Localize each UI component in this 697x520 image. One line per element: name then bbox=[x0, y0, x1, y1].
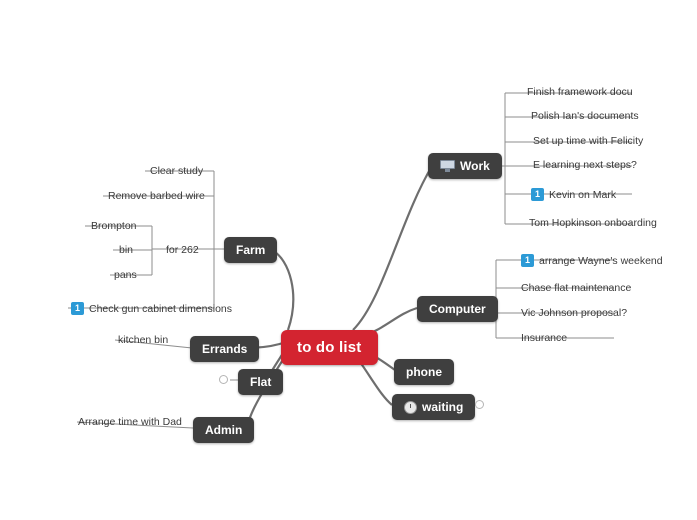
subtopic-label: arrange Wayne's weekend bbox=[539, 254, 663, 267]
branch-work[interactable] bbox=[428, 153, 502, 179]
subtopic-label: Finish framework docu bbox=[527, 86, 633, 98]
subtopic-label: Clear study bbox=[150, 165, 204, 177]
branch-farm[interactable] bbox=[224, 237, 277, 263]
branch-computer[interactable] bbox=[417, 296, 498, 322]
branch-computer-label: Computer bbox=[429, 302, 486, 316]
subtopic-pans[interactable] bbox=[111, 267, 140, 284]
subtopic-e-learning-next-steps[interactable] bbox=[530, 157, 640, 174]
subtopic-label: Arrange time with Dad bbox=[78, 416, 182, 428]
subtopic-for-262[interactable] bbox=[163, 242, 202, 259]
branch-waiting-label: waiting bbox=[422, 400, 464, 414]
flat-expand-handle[interactable] bbox=[219, 375, 228, 384]
subtopic-label: Insurance bbox=[521, 332, 568, 344]
count-badge: 1 bbox=[71, 302, 84, 315]
subtopic-label: Brompton bbox=[91, 220, 137, 232]
central-topic[interactable] bbox=[281, 330, 378, 365]
subtopic-label: kitchen bin bbox=[118, 334, 169, 346]
branch-work-label: Work bbox=[460, 159, 490, 173]
subtopic-arrange-waynes-weekend[interactable] bbox=[518, 252, 666, 270]
count-badge: 1 bbox=[521, 254, 534, 267]
central-topic-label: to do list bbox=[297, 339, 362, 356]
subtopic-finish-framework-docu[interactable] bbox=[524, 84, 636, 101]
subtopic-remove-barbed-wire[interactable] bbox=[105, 188, 208, 205]
subtopic-label: bin bbox=[119, 244, 134, 256]
subtopic-label: Kevin on Mark bbox=[549, 188, 617, 201]
subtopic-label: Tom Hopkinson onboarding bbox=[529, 217, 657, 229]
subtopic-brompton[interactable] bbox=[88, 218, 140, 235]
branch-admin[interactable] bbox=[193, 417, 254, 443]
subtopic-label: Remove barbed wire bbox=[108, 190, 205, 202]
subtopic-clear-study[interactable] bbox=[147, 163, 206, 180]
subtopic-kevin-on-mark[interactable] bbox=[528, 186, 619, 204]
subtopic-label: for 262 bbox=[166, 244, 199, 256]
subtopic-insurance[interactable] bbox=[518, 330, 570, 347]
count-badge: 1 bbox=[531, 188, 544, 201]
subtopic-label: Check gun cabinet dimensions bbox=[89, 302, 233, 315]
subtopic-chase-flat-maintenance[interactable] bbox=[518, 280, 634, 297]
subtopic-label: Set up time with Felicity bbox=[533, 135, 644, 147]
branch-flat-label: Flat bbox=[250, 375, 272, 389]
subtopic-kitchen-bin[interactable] bbox=[115, 332, 171, 349]
waiting-expand-handle[interactable] bbox=[475, 400, 484, 409]
clock-icon bbox=[404, 401, 417, 414]
branch-phone-label: phone bbox=[406, 365, 442, 379]
subtopic-check-gun-cabinet-dimensions[interactable] bbox=[68, 300, 235, 318]
branch-errands-label: Errands bbox=[202, 342, 248, 356]
subtopic-label: Chase flat maintenance bbox=[521, 282, 632, 294]
subtopic-label: Vic Johnson proposal? bbox=[521, 307, 628, 319]
subtopic-label: pans bbox=[114, 269, 137, 281]
branch-waiting[interactable] bbox=[392, 394, 475, 420]
subtopic-polish-ians-documents[interactable] bbox=[528, 108, 642, 125]
subtopic-set-up-time-with-felicity[interactable] bbox=[530, 133, 646, 150]
branch-admin-label: Admin bbox=[205, 423, 243, 437]
subtopic-arrange-time-with-dad[interactable] bbox=[75, 414, 185, 431]
subtopic-tom-hopkinson-onboarding[interactable] bbox=[526, 215, 660, 232]
subtopic-vic-johnson-proposal[interactable] bbox=[518, 305, 630, 322]
branch-farm-label: Farm bbox=[236, 243, 266, 257]
branch-errands[interactable] bbox=[190, 336, 259, 362]
subtopic-bin[interactable] bbox=[116, 242, 136, 259]
branch-flat[interactable] bbox=[238, 369, 283, 395]
branch-phone[interactable] bbox=[394, 359, 454, 385]
subtopic-label: E learning next steps? bbox=[533, 159, 637, 171]
subtopic-label: Polish Ian's documents bbox=[531, 110, 639, 122]
monitor-icon bbox=[440, 160, 455, 172]
